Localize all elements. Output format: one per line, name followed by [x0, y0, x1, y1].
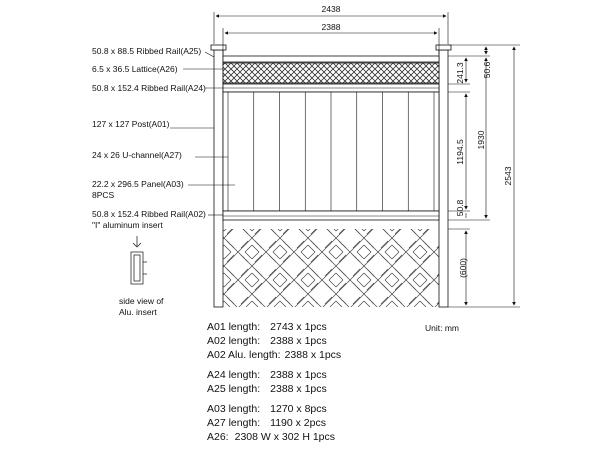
label-a01: 127 x 127 Post(A01): [92, 119, 170, 129]
label-a03-count: 8PCS: [92, 190, 115, 200]
label-a25: 50.8 x 88.5 Ribbed Rail(A25): [92, 46, 202, 56]
dim-508: 50.8: [455, 199, 465, 217]
bottom-rail-a02: [223, 211, 439, 220]
dim-1930: 1930: [476, 130, 486, 150]
spec-row: A01 length: 2743 x 1pcs: [207, 321, 327, 333]
label-a27: 24 x 26 U-channel(A27): [92, 150, 182, 160]
right-post: [439, 50, 448, 307]
spec-row: A27 length: 1190 x 2pcs: [207, 417, 326, 429]
dim-1194: 1194.5: [455, 139, 465, 165]
ground-area: [222, 229, 445, 307]
spec-row: A03 length: 1270 x 8pcs: [207, 403, 327, 415]
label-a03: 22.2 x 296.5 Panel(A03): [92, 179, 184, 189]
dim-2543: 2543: [503, 166, 513, 186]
top-rail-a25: [223, 56, 439, 62]
lattice-a26: [223, 63, 439, 83]
spec-row: A02 length: 2388 x 1pcs: [207, 335, 327, 347]
label-side-view-1: side view of: [119, 296, 164, 306]
width-dims: [214, 12, 448, 55]
spec-row: A24 length: 2388 x 1pcs: [207, 369, 327, 381]
label-a24: 50.8 x 152.4 Ribbed Rail(A24): [92, 83, 206, 93]
dim-overall-width: 2438: [321, 4, 341, 14]
unit-label: Unit: mm: [425, 323, 459, 333]
label-insert: "I" aluminum insert: [92, 220, 163, 230]
dim-inner-width: 2388: [321, 22, 341, 32]
spec-row: A25 length: 2388 x 1pcs: [207, 383, 327, 395]
spec-row: A26: 2308 W x 302 H 1pcs: [207, 431, 335, 443]
dim-241: 241.3: [455, 62, 465, 84]
left-post-cap: [211, 45, 226, 50]
left-post: [214, 50, 223, 307]
label-a02: 50.8 x 152.4 Ribbed Rail(A02): [92, 209, 206, 219]
spec-row: A02 Alu. length: 2388 x 1pcs: [207, 349, 342, 361]
label-a26: 6.5 x 36.5 Lattice(A26): [92, 64, 178, 74]
label-side-view-2: Alu. insert: [119, 307, 157, 317]
right-post-cap: [436, 45, 451, 50]
dim-506: 50.6: [482, 61, 492, 79]
alu-insert-side-view: [131, 236, 147, 284]
dim-600: (600): [458, 258, 468, 278]
